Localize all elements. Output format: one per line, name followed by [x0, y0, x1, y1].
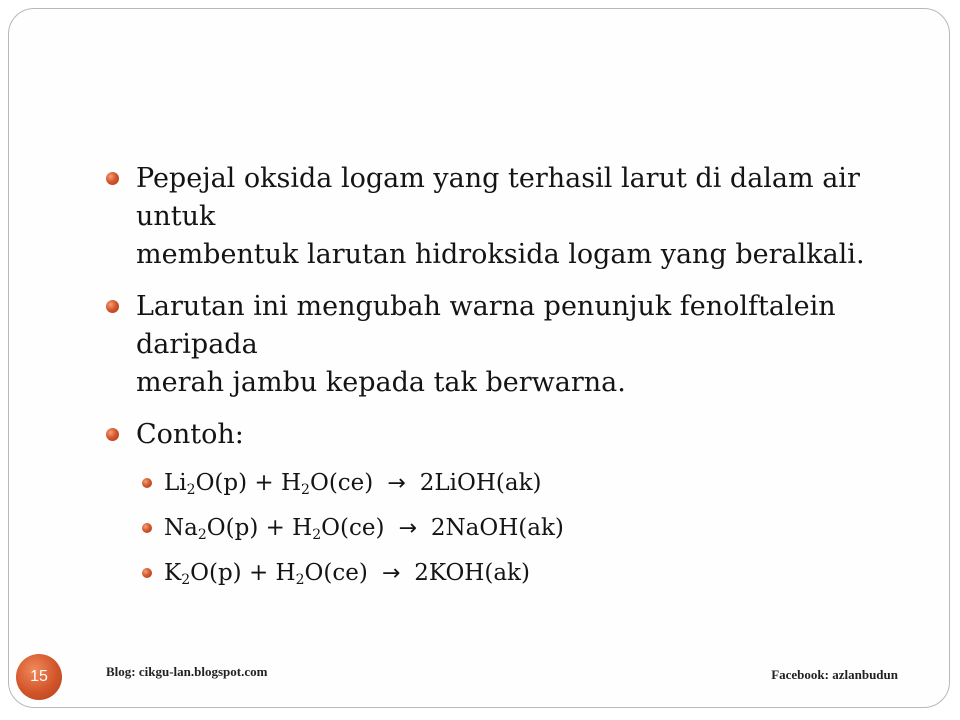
- sub-bullet-icon: [142, 523, 152, 533]
- bullet-item: [106, 288, 906, 402]
- bullet-text-line: Larutan ini mengubah warna penunjuk fenolftalein daripada: [136, 291, 836, 360]
- footer-facebook: Facebook: azlanbudun: [771, 667, 898, 682]
- bullet-text-line: Contoh:: [136, 419, 244, 450]
- arrow-icon: →: [398, 516, 417, 541]
- bullet-icon: [106, 300, 119, 313]
- arrow-icon: →: [387, 471, 406, 496]
- page-number-badge: 15: [16, 654, 62, 700]
- bullet-text-line: Pepejal oksida logam yang terhasil larut di dalam air untuk: [136, 163, 860, 232]
- equation-list: [106, 468, 906, 589]
- slide-content: [106, 160, 906, 603]
- arrow-icon: →: [381, 561, 401, 586]
- bullet-icon: [106, 172, 119, 185]
- equation-item: $K_2O(p) + H_2O(ce) \to 2KOH(ak)$: [142, 558, 906, 589]
- bullet-icon: [106, 428, 119, 441]
- bullet-item: [106, 416, 906, 454]
- equation-item: $Na_2O(p) + H_2O(ce)$ → 2NaOH(ak): [142, 513, 906, 544]
- footer-blog: Blog: cikgu-lan.blogspot.com: [106, 664, 268, 679]
- bullet-item: [106, 160, 906, 274]
- sub-bullet-icon: [142, 478, 152, 488]
- equation-item: $Li_2O(p) + H_2O(ce)$ → 2LiOH(ak): [142, 468, 906, 499]
- sub-bullet-icon: [142, 568, 152, 578]
- bullet-text-line: membentuk larutan hidroksida logam yang beralkali.: [136, 239, 865, 270]
- bullet-text-line: merah jambu kepada tak berwarna.: [136, 367, 626, 398]
